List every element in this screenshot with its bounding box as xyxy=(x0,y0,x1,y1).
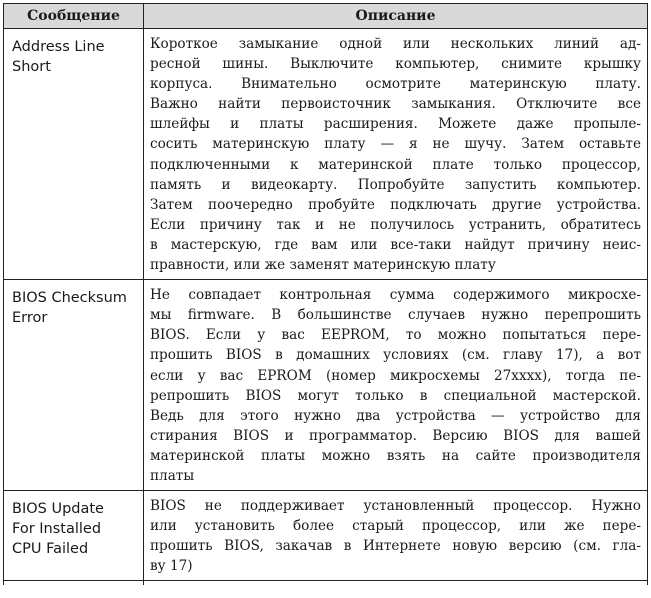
table-row xyxy=(4,280,648,491)
description-line: репрошить BIOS могут только в специальной мастерской. xyxy=(150,387,641,404)
description-line: в мастерскую, где вам или все-таки найдут причину неис- xyxy=(150,236,641,253)
description-line: если у вас EPROM (номер микросхемы 27xxxx), тогда пе- xyxy=(150,367,641,384)
description-line: Затем поочередно пробуйте подключать другие устройства. xyxy=(150,196,641,213)
description-line: прошить BIOS в домашних условиях (см. главу 17), а вот xyxy=(150,347,641,364)
continuation-cell xyxy=(4,581,144,586)
description-line: мы firmware. В большинстве случаев нужно перепрошить xyxy=(150,307,641,324)
description-line: память и видеокарту. Попробуйте запустить компьютер. xyxy=(150,176,641,193)
description-line: прошить BIOS, закачав в Интернете новую версию (см. гла- xyxy=(150,538,641,555)
description-line: Важно найти первоисточник замыкания. Отключите все xyxy=(150,96,641,113)
description-line: шлейфы и платы расширения. Можете даже пропыле- xyxy=(150,116,641,133)
description-line: или установить более старый процессор, или же пере- xyxy=(150,518,641,535)
header-message: Сообщение xyxy=(4,4,144,29)
description-line: правности, или же заменят материнскую плату xyxy=(150,257,496,274)
description-line: BIOS не поддерживает установленный процессор. Нужно xyxy=(150,498,641,515)
description-line: Ведь для этого нужно два устройства — устройство для xyxy=(150,407,641,424)
error-messages-table xyxy=(3,3,648,585)
description-line: Короткое замыкание одной или нескольких линий ад- xyxy=(150,36,641,52)
table-row xyxy=(4,491,648,581)
description-line: ву 17) xyxy=(150,558,193,575)
message-cell: BIOS Checksum Error xyxy=(4,280,144,491)
description-line: платы xyxy=(150,467,195,484)
message-cell: Address Line Short xyxy=(4,29,144,280)
description-line: Не совпадает контрольная сумма содержимого микросхе- xyxy=(150,287,641,304)
description-line: ресной шины. Выключите компьютер, снимите крышку xyxy=(150,56,641,73)
table-row xyxy=(4,29,648,280)
table-row-continuation xyxy=(4,581,648,586)
continuation-cell xyxy=(144,581,648,586)
description-line: корпуса. Внимательно осмотрите материнскую плату. xyxy=(150,76,641,93)
description-line: стирания BIOS и программатор. Версию BIOS для вашей xyxy=(150,427,641,444)
description-line: BIOS. Если у вас EEPROM, то можно попытаться пере- xyxy=(150,327,641,344)
description-line: материнской платы можно взять на сайте производителя xyxy=(150,447,641,464)
description-line: подключенными к материнской плате только процессор, xyxy=(150,156,641,173)
description-cell xyxy=(144,491,648,581)
description-line: сосить материнскую плату — я не шучу. Затем оставьте xyxy=(150,136,641,153)
description-line: Если причину так и не получилось устранить, обратитесь xyxy=(150,216,641,233)
description-cell xyxy=(144,29,648,280)
description-cell xyxy=(144,280,648,491)
header-description: Описание xyxy=(144,4,648,29)
message-cell: BIOS Update For Installed CPU Failed xyxy=(4,491,144,581)
table-header-row xyxy=(4,4,648,29)
